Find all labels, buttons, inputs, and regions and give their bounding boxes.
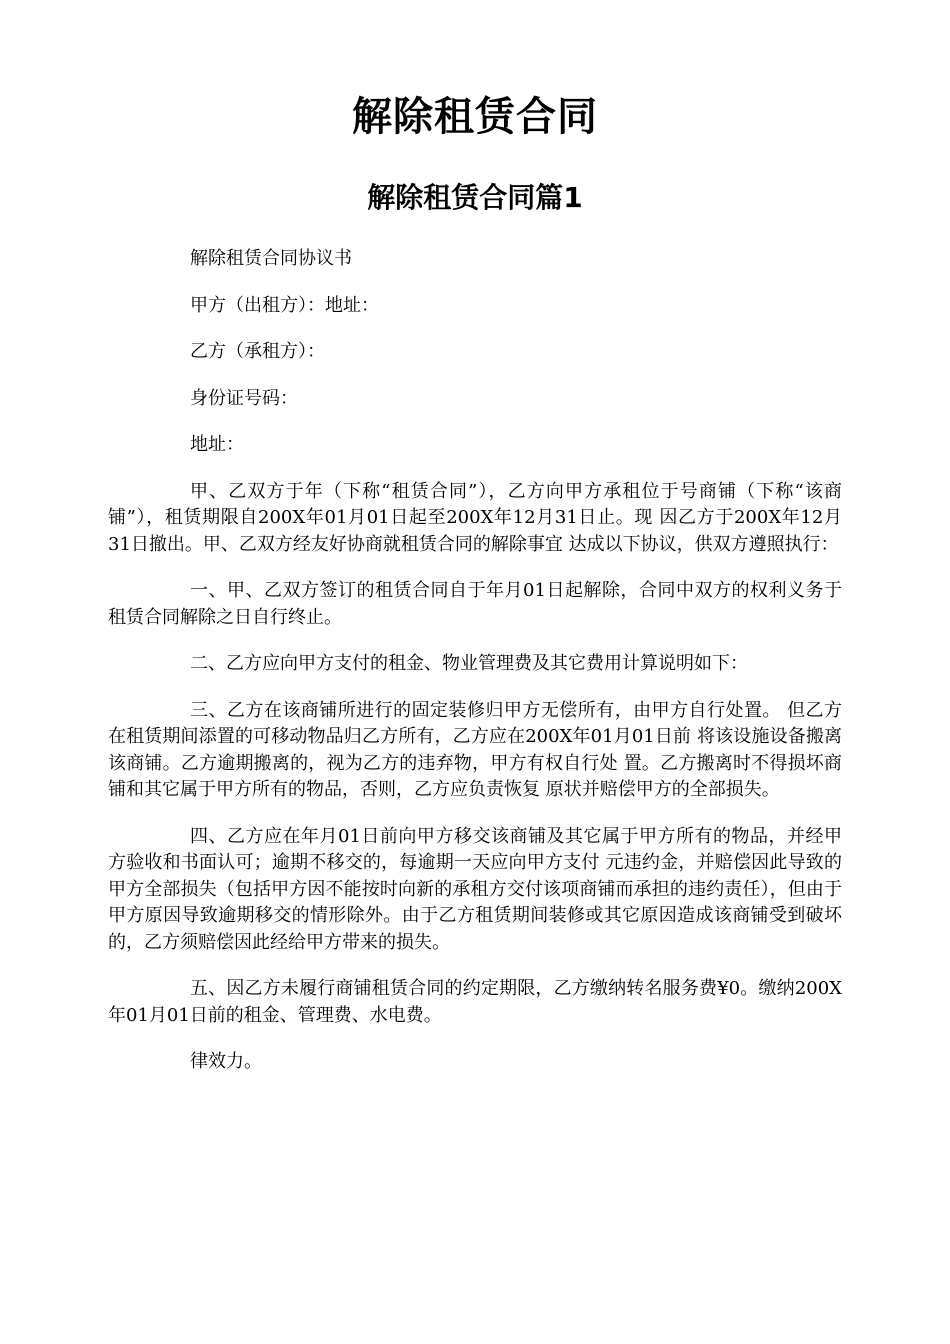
paragraph-party-b: 乙方（承租方）：	[190, 341, 325, 362]
document-body	[108, 246, 842, 1096]
section-title: 解除租赁合同篇1	[367, 181, 583, 214]
paragraph-party-a: 甲方（出租方）：地址：	[190, 294, 379, 316]
paragraph-clause-4: 四、乙方应在年月01日前向甲方移交该商铺及其它属于甲方所有的物品，并经甲方验收和书面认可；逾期不移交的，每逾期一天应向甲方支付 元违约金，并赔偿因此导致的甲方全部损失（包括甲方因不能按时向新的承租方交付该项商铺而承担的违约责任），但由于甲方原因导致逾期移交的情形除外。由于乙方租赁期间装修或其它原因造成该商铺受到破坏的，乙方须赔偿因此经给甲方带来的损失。	[108, 825, 842, 953]
paragraph-effect: 律效力。	[190, 1051, 262, 1072]
document-title: 解除租赁合同	[352, 94, 598, 140]
paragraph-clause-1: 一、甲、乙双方签订的租赁合同自于年月01日起解除，合同中双方的权利义务于租赁合同解除之日自行终止。	[108, 580, 842, 628]
paragraph-address: 地址：	[190, 434, 244, 455]
paragraph-id-number: 身份证号码：	[190, 387, 298, 409]
paragraph-clause-5: 五、因乙方未履行商铺租赁合同的约定期限，乙方缴纳转名服务费¥0。缴纳200X年01月01日前的租金、管理费、水电费。	[108, 978, 842, 1026]
paragraph-clause-3: 三、乙方在该商铺所进行的固定装修归甲方无偿所有，由甲方自行处置。 但乙方在租赁期间添置的可移动物品归乙方所有，乙方应在200X年01月01日前 将该设施设备搬离该商铺。乙方逾期搬离的，视为乙方的违弃物，甲方有权自行处 置。乙方搬离时不得损坏商铺和其它属于甲方所有的物品，否则，乙方应负责恢复 原状并赔偿甲方的全部损失。	[108, 699, 842, 800]
paragraph-clause-2: 二、乙方应向甲方支付的租金、物业管理费及其它费用计算说明如下：	[190, 653, 748, 674]
paragraph-agreement-heading: 解除租赁合同协议书	[190, 248, 352, 269]
paragraph-preamble: 甲、乙双方于年（下称“租赁合同”），乙方向甲方承租位于号商铺（下称“该商铺”），租赁期限自200X年01月01日起至200X年12月31日止。现 因乙方于200X年12月31日撤出。甲、乙双方经友好协商就租赁合同的解除事宜 达成以下协议，供双方遵照执行：	[108, 480, 842, 555]
